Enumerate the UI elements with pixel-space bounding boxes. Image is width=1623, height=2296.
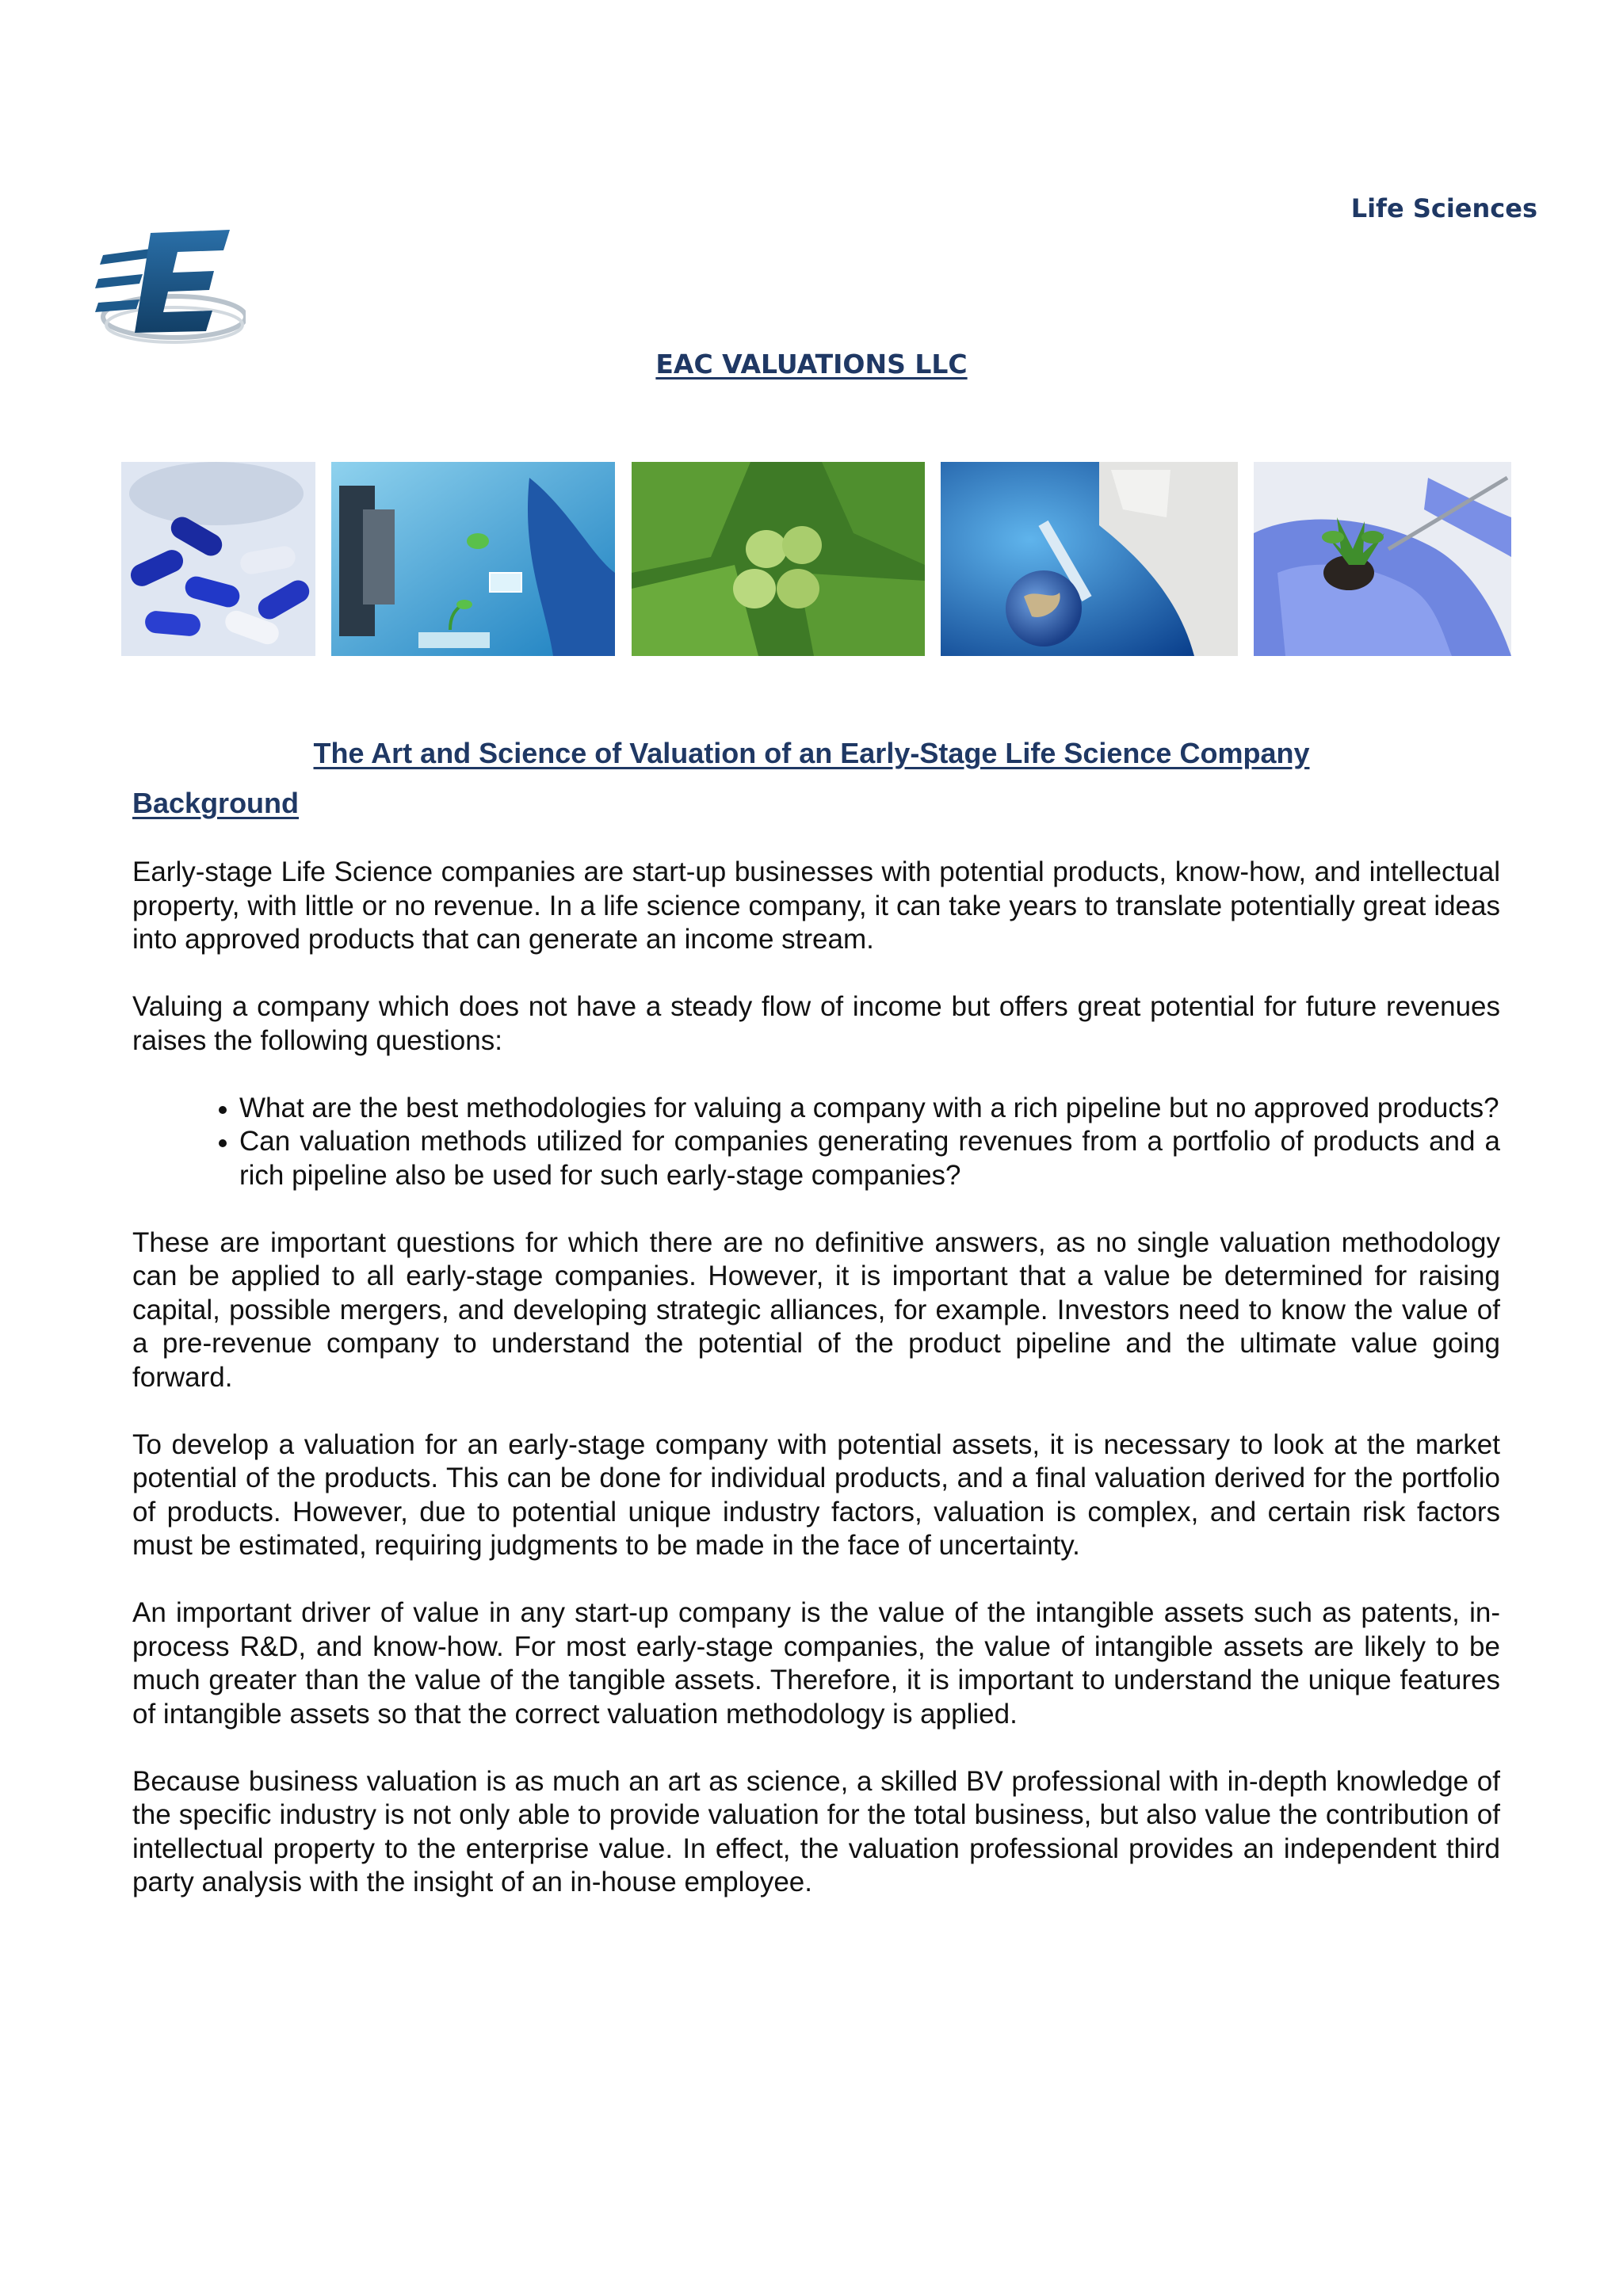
globe-test-tube-photo xyxy=(941,462,1238,656)
company-name-text: EAC VALUATIONS LLC xyxy=(655,349,968,379)
body-paragraph: These are important questions for which there are no definitive answers, as no single valuation methodology can be applied to all early-stage companies. However, it is important that a value be determined for raising capital, possible mergers, and developing strategic alliances, for example. Investors need to know the value of a pre-revenue company to understand the potential of the product pipeline and the ultimate value going forward. xyxy=(132,1226,1500,1393)
body-paragraph: Valuing a company which does not have a steady flow of income but offers great potential for future revenues raises the following questions: xyxy=(132,991,1500,1056)
blue-capsules-photo xyxy=(121,462,315,656)
company-name xyxy=(0,349,1623,379)
article-body xyxy=(132,856,1500,1933)
gloved-hand-seedling-photo xyxy=(1254,462,1511,656)
question-list xyxy=(132,1092,1500,1193)
section-heading-background: Background xyxy=(132,787,300,819)
body-paragraph: To develop a valuation for an early-stage company with potential assets, it is necessary to look at the market potential of the products. This can be done for individual products, and a final valuation derived for the portfolio of products. However, due to potential unique industry factors, valuation is complex, and certain risk factors must be estimated, requiring judgments to be made in the face of uncertainty. xyxy=(132,1428,1500,1561)
document-category-label: Life Sciences xyxy=(1350,193,1537,223)
article-title: The Art and Science of Valuation of an Early-Stage Life Science Company xyxy=(313,737,1310,769)
body-paragraph: Early-stage Life Science companies are start-up businesses with potential products, know-how, and intellectual property, with little or no revenue. In a life science company, it can take years to translate potentially great ideas into approved products that can generate an income stream. xyxy=(132,856,1500,955)
green-fruit-leaves-photo xyxy=(632,462,925,656)
body-paragraph: An important driver of value in any start-up company is the value of the intangible assets such as patents, in-process R&D, and know-how. For most early-stage companies, the value of intangible assets are likely to be much greater than the value of the tangible assets. Therefore, it is important to understand the unique features of intangible assets so that the correct valuation methodology is applied. xyxy=(132,1597,1500,1730)
microscope-lab-photo xyxy=(331,462,615,656)
body-paragraph: Because business valuation is as much an art as science, a skilled BV professional with in-depth knowledge of the specific industry is not only able to provide valuation for the total business, but also value the contribution of intellectual property to the enterprise value. In effect, the valuation professional provides an independent third party analysis with the insight of an in-house employee. xyxy=(132,1765,1500,1897)
question-list-item: • Can valuation methods utilized for companies generating revenues from a portfolio of products and a rich pipeline also be used for such early-stage companies? xyxy=(239,1125,1500,1192)
question-list-item: • What are the best methodologies for valuing a company with a rich pipeline but no approved products? xyxy=(239,1092,1500,1126)
eac-logo-icon xyxy=(95,223,246,350)
